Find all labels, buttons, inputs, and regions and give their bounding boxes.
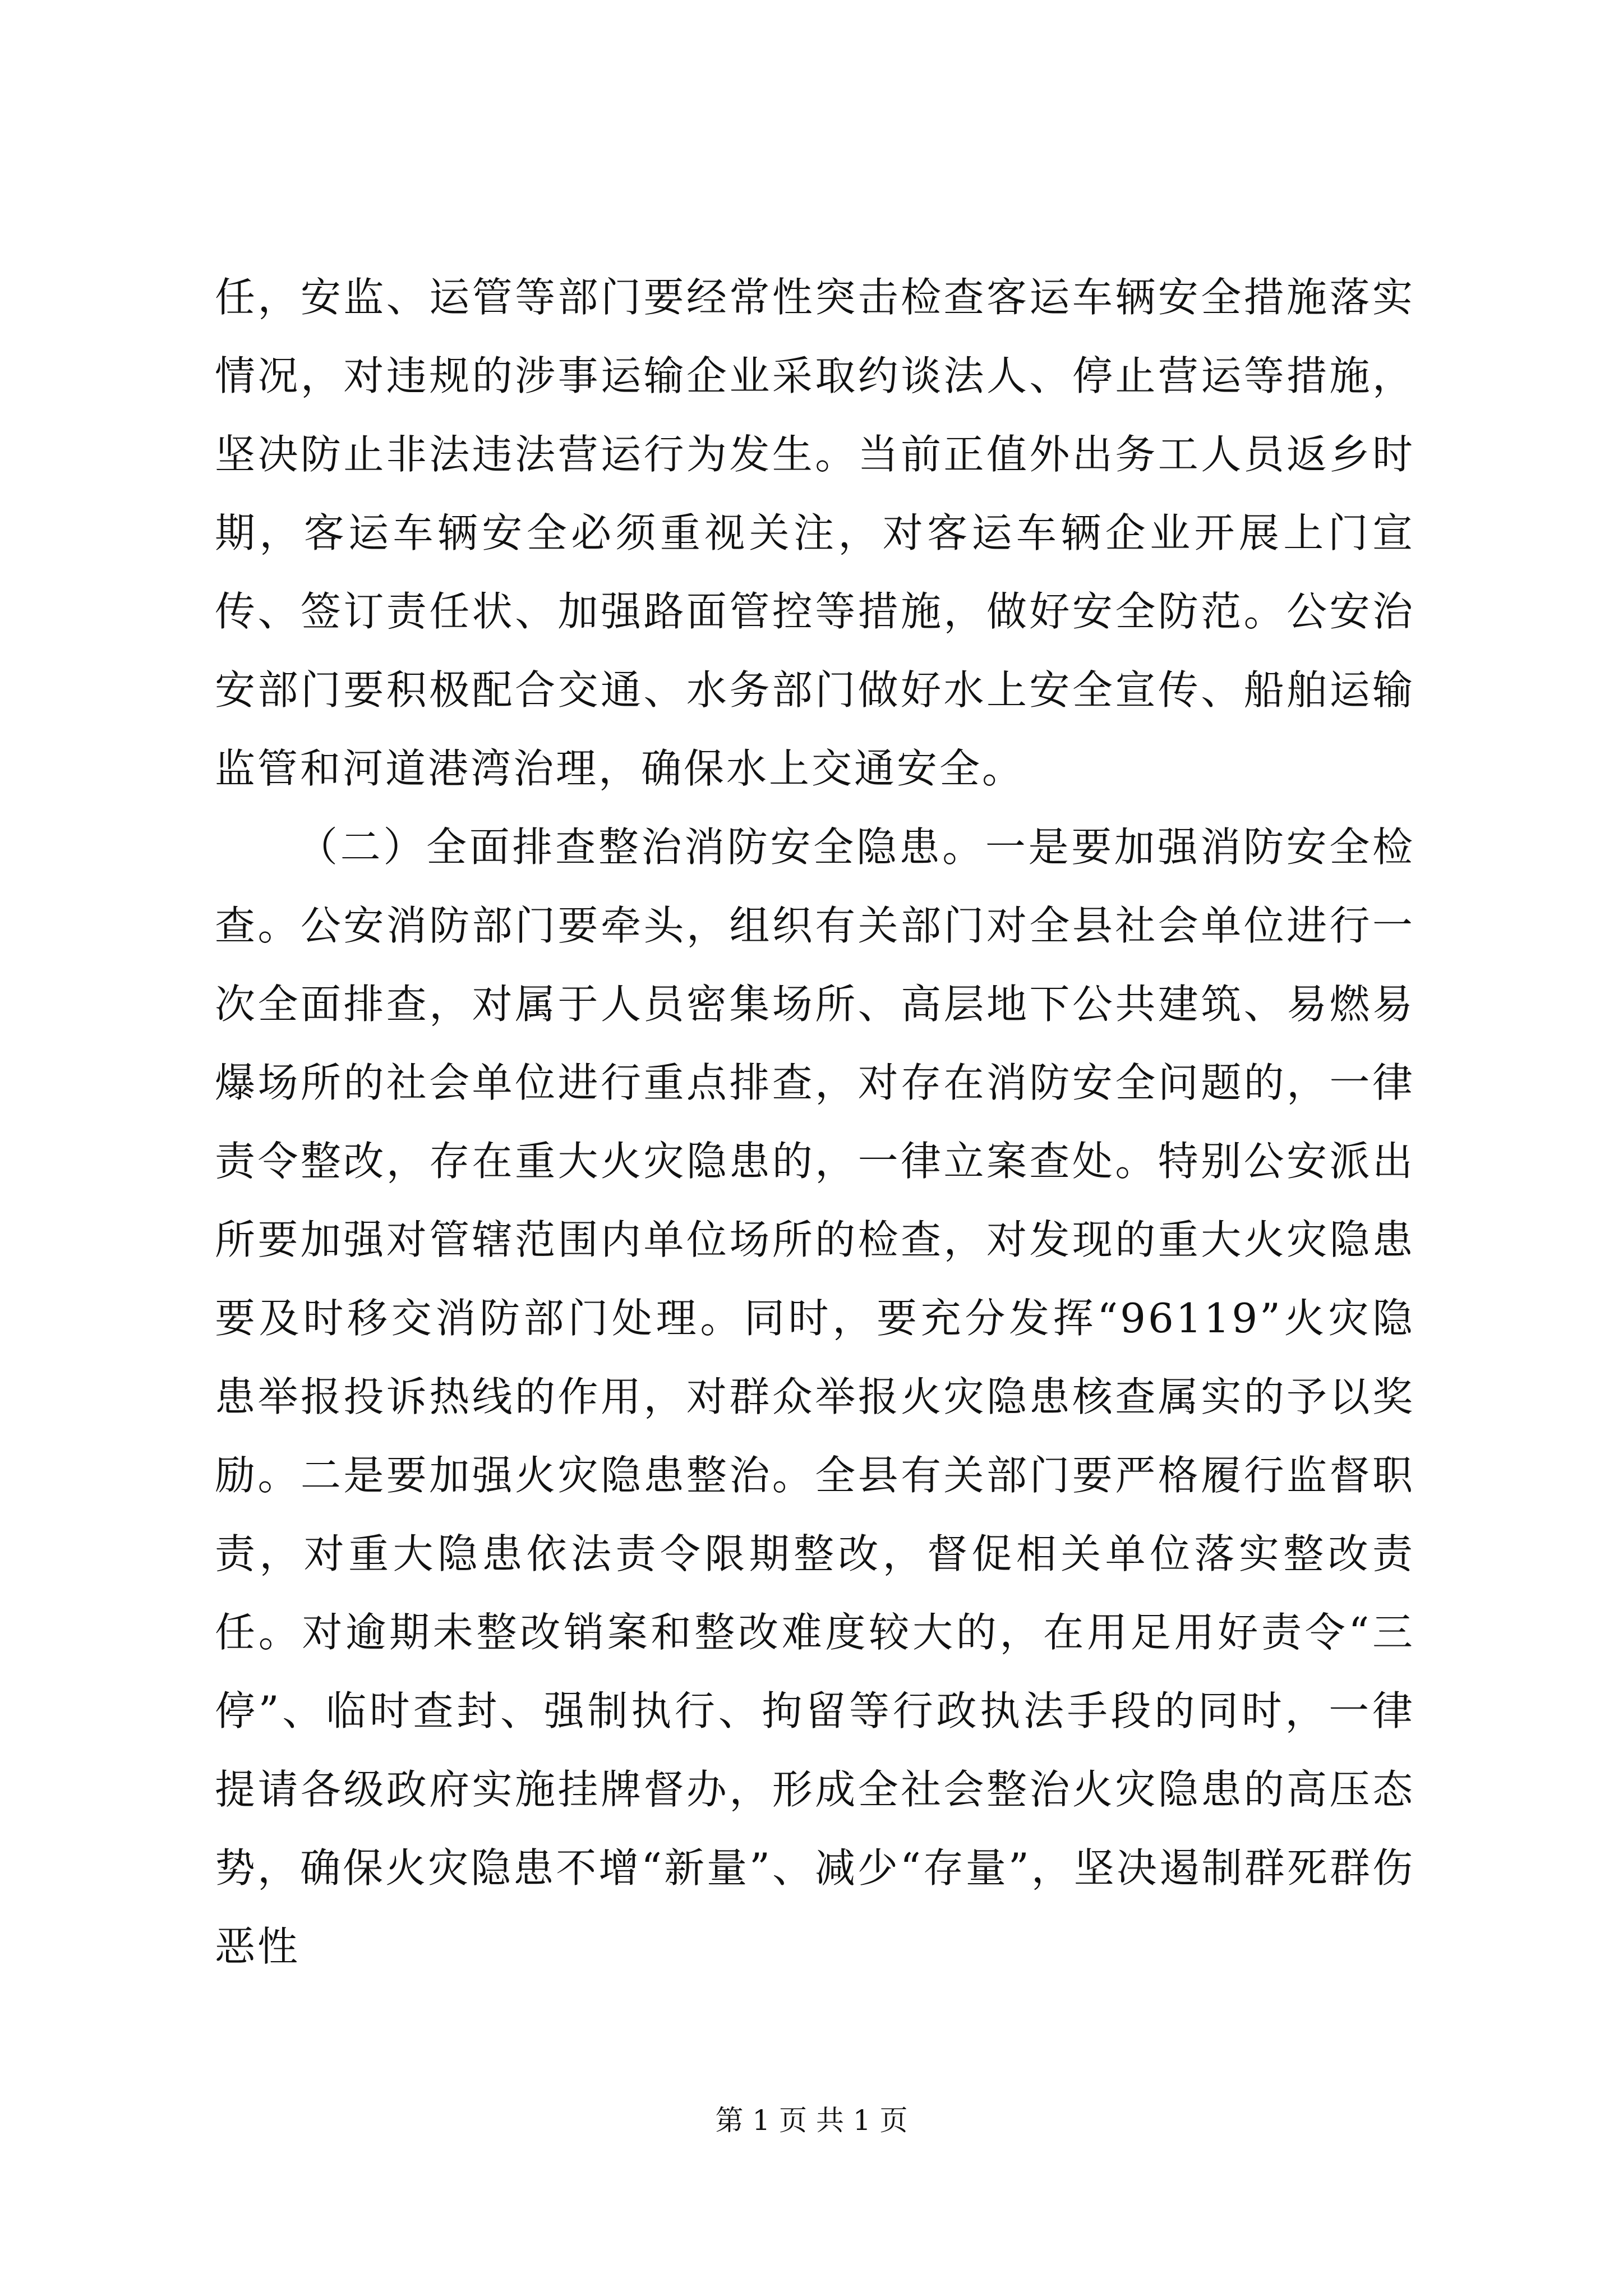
paragraph-continuation: 任，安监、运管等部门要经常性突击检查客运车辆安全措施落实情况，对违规的涉事运输企业采取约谈法人、停止营运等措施，坚决防止非法违法营运行为发生。当前正值外出务工人员返乡时期，客运车辆安全必须重视关注，对客运车辆企业开展上门宣传、签订责任状、加强路面管控等措施，做好安全防范。公安治安部门要积极配合交通、水务部门做好水上安全宣传、船舶运输监管和河道港湾治理，确保水上交通安全。 (215, 274, 1415, 792)
paragraph-fire-safety: （二）全面排查整治消防安全隐患。一是要加强消防安全检查。公安消防部门要牵头，组织有关部门对全县社会单位进行一次全面排查，对属于人员密集场所、高层地下公共建筑、易燃易爆场所的社会单位进行重点排查，对存在消防安全问题的，一律责令整改，存在重大火灾隐患的，一律立案查处。特别公安派出所要加强对管辖范围内单位场所的检查，对发现的重大火灾隐患要及时移交消防部门处理。同时，要充分发挥“96119”火灾隐患举报投诉热线的作用，对群众举报火灾隐患核查属实的予以奖励。二是要加强火灾隐患整治。全县有关部门要严格履行监督职责，对重大隐患依法责令限期整改，督促相关单位落实整改责任。对逾期未整改销案和整改难度较大的，在用足用好责令“三停”、临时查封、强制执行、拘留等行政执法手段的同时，一律提请各级政府实施挂牌督办，形成全社会整治火灾隐患的高压态势，确保火灾隐患不增“新量”、减少“存量”，坚决遏制群死群伤恶性 (215, 823, 1415, 1970)
document-body (215, 258, 1415, 1986)
page-footer: 第 1 页 共 1 页 (715, 2104, 908, 2137)
